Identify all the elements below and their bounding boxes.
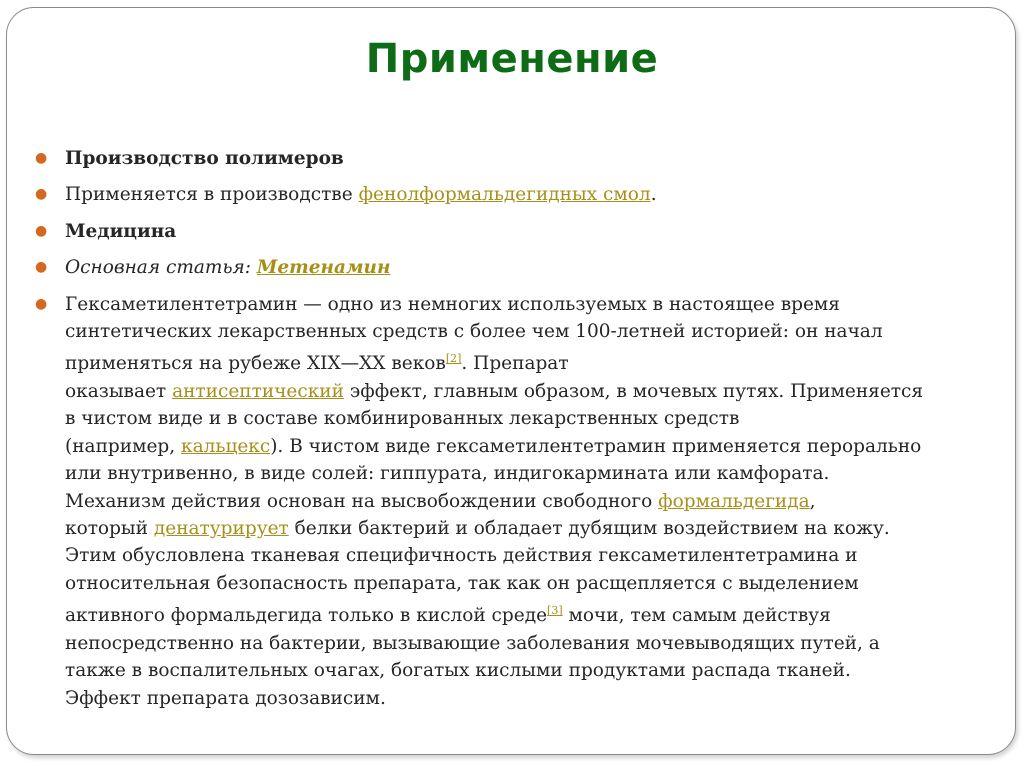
paragraph-line xyxy=(65,597,985,630)
paragraph-line: относительная безопасность препарата, так как он расщепляется с выделением xyxy=(65,572,859,594)
paragraph-line xyxy=(65,345,985,378)
bullet-icon: ● xyxy=(35,150,48,166)
item-text: Применяется в производстве xyxy=(65,184,359,206)
link-denature[interactable]: денатурирует xyxy=(153,518,289,540)
list-item xyxy=(35,181,985,208)
text-run: эффект, главным образом, в мочевых путях. Применяется xyxy=(343,381,924,402)
paragraph xyxy=(65,291,985,712)
reference-link-3[interactable]: [3] xyxy=(547,604,563,618)
bullet-icon: ● xyxy=(35,186,48,203)
item-text-suffix: . xyxy=(650,184,657,206)
text-run: . Препарат xyxy=(461,353,569,375)
text-run: оказывает xyxy=(65,381,173,402)
link-antiseptic[interactable]: антисептический xyxy=(172,381,344,402)
paragraph-line: непосредственно на бактерии, вызывающие заболевания мочевыводящих путей, а xyxy=(65,632,880,654)
paragraph-line xyxy=(65,433,985,460)
text-run: мочи, тем самым действуя xyxy=(562,605,831,627)
paragraph-line: в чистом виде и в составе комбинированных лекарственных средств xyxy=(65,408,740,430)
bullet-icon: ● xyxy=(35,295,48,312)
heading-polymers: Производство полимеров xyxy=(65,148,344,169)
text-run: белки бактерий и обладает дубящим воздействием на кожу. xyxy=(288,518,890,540)
bullet-icon: ● xyxy=(35,259,48,276)
bullet-icon: ● xyxy=(35,222,48,239)
text-run: ). В чистом виде гексаметилентетрамин применяется перорально xyxy=(270,435,922,457)
text-run: Механизм действия основан на высвобождении свободного xyxy=(65,490,659,512)
list-item xyxy=(35,254,985,281)
link-calcex[interactable]: кальцекс xyxy=(181,435,271,457)
text-run: активного формальдегида только в кислой среде xyxy=(65,605,548,627)
text-run: который xyxy=(65,518,154,540)
link-methenamine[interactable]: Метенамин xyxy=(256,257,391,279)
paragraph-line xyxy=(65,515,985,542)
paragraph-line: также в воспалительных очагах, богатых кислыми продуктами распада тканей. xyxy=(65,660,851,682)
text-run: (например, xyxy=(65,435,182,457)
link-phenol-formaldehyde-resins[interactable]: фенолформальдегидных смол xyxy=(358,184,651,206)
list-item xyxy=(35,145,985,172)
text-run: применяться на рубеже XIX—XX веков xyxy=(65,353,446,375)
paragraph-line: Этим обусловлена тканевая специфичность действия гексаметилентетрамина и xyxy=(65,545,858,567)
list-item xyxy=(35,218,985,245)
paragraph-line: или внутривенно, в виде солей: гиппурата, индигокармината или камфората. xyxy=(65,463,830,485)
slide-title: Применение xyxy=(365,36,659,82)
slide-frame xyxy=(6,7,1016,755)
reference-link-2[interactable]: [2] xyxy=(445,352,462,366)
paragraph-line xyxy=(65,378,985,405)
link-formaldehyde[interactable]: формальдегида xyxy=(658,490,810,512)
slide-content xyxy=(35,145,985,721)
list-item-paragraph xyxy=(35,291,985,712)
paragraph-line: синтетических лекарственных средств с более чем 100-летней историей: он начал xyxy=(65,321,883,343)
paragraph-line: Эффект препарата дозозависим. xyxy=(65,687,386,709)
main-article-label: Основная статья: xyxy=(65,257,257,279)
text-run: , xyxy=(809,490,816,512)
heading-medicine: Медицина xyxy=(65,220,177,242)
paragraph-line xyxy=(65,488,985,515)
paragraph-line: Гексаметилентетрамин — одно из немногих используемых в настоящее время xyxy=(65,293,840,315)
